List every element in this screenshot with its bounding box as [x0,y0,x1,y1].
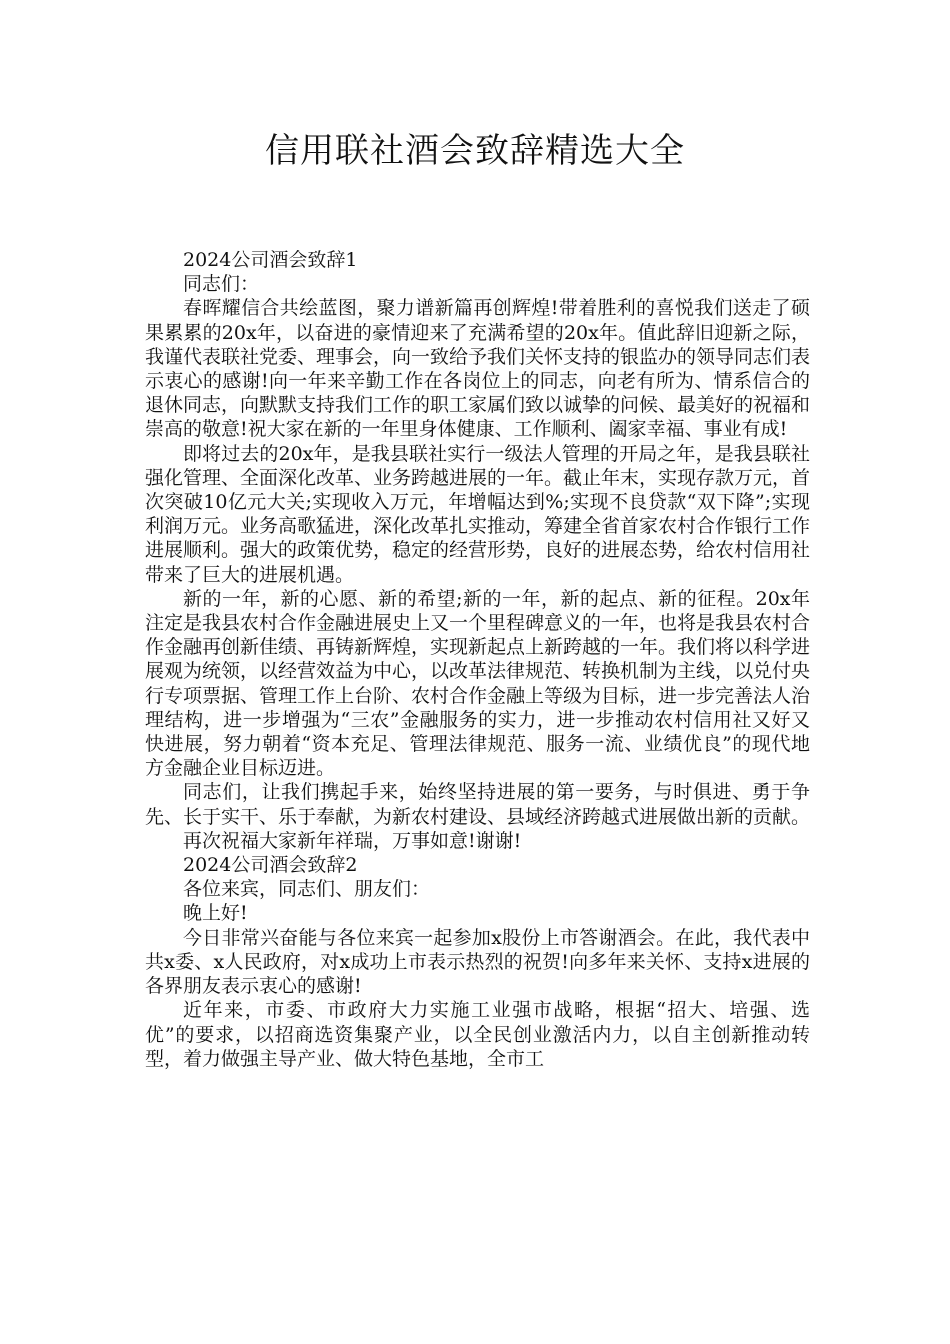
document-title: 信用联社酒会致辞精选大全 [265,131,685,171]
document-body [145,248,810,1071]
section-heading: 2024公司酒会致辞2 [183,854,358,877]
body-paragraph: 即将过去的20x年，是我县联社实行一级法人管理的开局之年，是我县联社强化管理、全面深化改革、业务跨越进展的一年。截止年末，实现存款万元，首次突破10亿元大关;实现收入万元，年增幅达到%;实现不良贷款“双下降”;实现利润万元。业务高歌猛进，深化改革扎实推动，筹建全省首家农村合作银行工作进展顺利。强大的政策优势，稳定的经营形势，良好的进展态势，给农村信用社带来了巨大的进展机遇。 [145,442,811,586]
salutation: 各位来宾，同志们、朋友们： [183,878,431,901]
body-paragraph: 今日非常兴奋能与各位来宾一起参加x股份上市答谢酒会。在此，我代表中共x委、x人民政府，对x成功上市表示热烈的祝贺!向多年来关怀、支持x进展的各界朋友表示衷心的感谢! [145,926,810,998]
section-heading: 2024公司酒会致辞1 [183,249,358,271]
closing-line: 再次祝福大家新年祥瑞，万事如意!谢谢! [183,829,522,852]
body-paragraph: 同志们，让我们携起手来，始终坚持进展的第一要务，与时俱进、勇于争先、长于实干、乐于奉献，为新农村建设、县域经济跨越式进展做出新的贡献。 [145,781,811,828]
greeting: 晚上好! [183,902,248,925]
body-paragraph: 近年来，市委、市政府大力实施工业强市战略，根据“招大、培强、选优”的要求，以招商选资集聚产业，以全民创业激活内力，以自主创新推动转型，着力做强主导产业、做大特色基地，全市工 [145,999,810,1070]
salutation: 同志们： [183,273,260,296]
body-paragraph: 春晖耀信合共绘蓝图，聚力谱新篇再创辉煌!带着胜利的喜悦我们送走了硕果累累的20x年，以奋进的豪情迎来了充满希望的20x年。值此辞旧迎新之际，我谨代表联社党委、理事会，向一致给予我们关怀支持的银监办的领导同志们表示衷心的感谢!向一年来辛勤工作在各岗位上的同志，向老有所为、情系信合的退休同志，向默默支持我们工作的职工家属们致以诚挚的问候、最美好的祝福和崇高的敬意!祝大家在新的一年里身体健康、工作顺利、阖家幸福、事业有成! [145,297,811,441]
body-paragraph: 新的一年，新的心愿、新的希望;新的一年，新的起点、新的征程。20x年注定是我县农村合作金融进展史上又一个里程碑意义的一年，也将是我县农村合作金融再创新佳绩、再铸新辉煌，实现新起点上新跨越的一年。我们将以科学进展观为统领，以经营效益为中心，以改革法律规范、转换机制为主线，以兑付央行专项票据、管理工作上台阶、农村合作金融上等级为目标，进一步完善法人治理结构，进一步增强为“三农”金融服务的实力，进一步推动农村信用社又好又快进展，努力朝着“资本充足、管理法律规范、服务一流、业绩优良”的现代地方金融企业目标迈进。 [145,587,811,780]
